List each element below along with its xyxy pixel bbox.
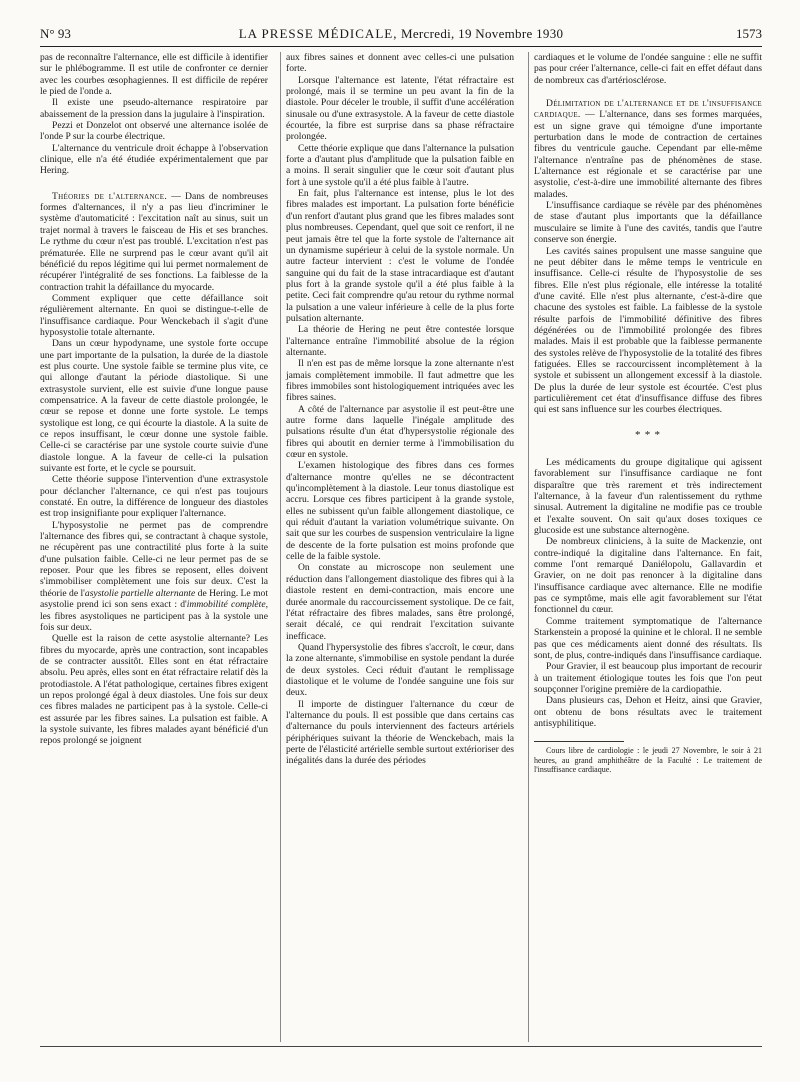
paragraph: A côté de l'alternance par asystolie il est peut-être une autre forme dans laquelle l'inégale amplitude des pulsations résulte d'un état d'hypersystolie régionale des fibres qui aboutit en dernier terme à l'immobilisation du cœur en systole.	[286, 403, 514, 461]
issue-date: Mercredi, 19 Novembre 1930	[397, 26, 564, 41]
paragraph: L'examen histologique des fibres dans ces formes d'alternance montre qu'elles ne se décontractent qu'incomplètement à la diastole. Leur tonus diastolique est accru. Lorsque ces fibres participent à la grande systole, elles ne subissent qu'un faible allongement diastolique, ce qui réduit d'autant la variation volumétrique suivante. On sait que sur les courbes de suspension ventriculaire la ligne de descente de la forte pulsation est moins profonde que celle de la faible systole.	[286, 460, 514, 563]
section-heading: Théories de l'alternance.	[52, 190, 168, 202]
column-divider	[280, 52, 281, 1042]
page-header	[40, 24, 762, 44]
paragraph: Quand l'hypersystolie des fibres s'accroît, le cœur, dans la zone alternante, s'immobilise en systole pendant la durée de deux systoles. Ceci réduit d'autant le remplissage diastolique et le volume de l'ondée sanguine une fois sur deux.	[286, 641, 514, 699]
footer-rule	[40, 1046, 762, 1047]
section-text: — L'alternance, dans ses formes marquées, est un signe grave qui témoigne d'une importante perturbation dans le mode de contraction de certaines fibres du ventricule gauche. Cependant par elle-même l'alternance n'entraîne pas de phénomènes de stase. L'alternance est régionale et se caractérise par une asystolie, c'est-à-dire une immobilité alternante des fibres malades.	[534, 109, 762, 200]
paragraph: Pour Gravier, il est beaucoup plus important de recourir à un traitement étiologique toutes les fois que l'on peut soupçonner l'origine première de la cardiopathie.	[534, 661, 762, 695]
journal-title	[40, 24, 762, 44]
column-3	[534, 52, 762, 775]
section-heading: Délimitation de l'alternance et de l'insuffisance cardiaque.	[534, 98, 762, 121]
paragraph: Comment expliquer que cette défaillance soit régulièrement alternante. En quoi se distingue-t-elle de l'insuffisance cardiaque. Pour Wenckebach il s'agit d'une hyposystolie totale alternante.	[40, 292, 268, 338]
journal-name: LA PRESSE MÉDICALE,	[238, 26, 398, 41]
text-run: , les fibres asystoliques ne participent pas à la systole une fois sur deux.	[40, 599, 268, 633]
paragraph: Lorsque l'alternance est latente, l'état réfractaire est prolongé, mais il se termine un peu avant la fin de la diastole. Pour déceler le trouble, il suffit d'une accélération sinusale ou d'une extrasystole. A la faveur de cette diastole écourtée, la fibre est surprise dans sa phase réfractaire prolongée.	[286, 74, 514, 143]
text-run: L'hyposystolie ne permet pas de comprendre l'alternance des fibres qui, se contractant à chaque systole, ne récupèrent pas une contractilité plus forte à la suite d'une pulsation faible. Celle-ci ne leur permet pas de se reposer. Pour que les fibres se reposent, elles doivent s'immobiliser complètement une fois sur deux. C'est la théorie de l'	[40, 519, 268, 599]
paragraph: Les cavités saines propulsent une masse sanguine que ne peut débiter dans le même temps le ventricule en insuffisance. Celle-ci résulte de l'hyposystolie de ses fibres. Elle n'est plus régionale, elle intéresse la totalité d'une cavité. Elle n'est plus alternante, c'est-à-dire que chacune des systoles est faible. La faiblesse de la systole résulte parfois de l'immobilité définitive des fibres dégénérées ou de l'immobilité prolongée des fibres malades. Mais il est probable que la faiblesse permanente des systoles relève de l'hyposystolie de la totalité des fibres fatiguées. Elles se raccourcissent incomplètement à la systole et subissent un allongement excessif à la diastole. De plus la durée de leur systole est écourtée. C'est plus particulièrement cet état d'insuffisance diffuse des fibres qui est sans influence sur les courbes électriques.	[534, 245, 762, 416]
paragraph: Comme traitement symptomatique de l'alternance Starkenstein a proposé la quinine et le chloral. Il ne semble pas que ces médicaments aient donné des résultats. Ils sont, de plus, contre-indiqués dans l'insuffisance cardiaque.	[534, 615, 762, 661]
paragraph: De nombreux cliniciens, à la suite de Mackenzie, ont contre-indiqué la digitaline dans l'alternance. En fait, comme l'ont remarqué Daniélopolu, Gallavardin et Gravier, on ne doit pas renoncer à la digitaline dans l'insuffisance cardiaque avec alternance. Elle ne modifie pas ce symptôme, mais elle agit favorablement sur l'état fonctionnel du cœur.	[534, 536, 762, 616]
section-delimitation	[534, 98, 762, 200]
text-run: de Hering. Le mot asystolie prend ici son sens exact : d'	[40, 587, 268, 611]
paragraph: aux fibres saines et donnent avec celles-ci une pulsation forte.	[286, 52, 514, 75]
paragraph: pas de reconnaître l'alternance, elle est difficile à identifier sur le phlébogramme. Il est utile de confronter ce dernier avec les courbes œsophagiennes. Il est difficile de repérer le pied de l'onde a.	[40, 52, 268, 98]
paragraph-hering	[40, 520, 268, 633]
column-2	[286, 52, 514, 767]
paragraph: La théorie de Hering ne peut être contestée lorsque l'alternance entraîne l'immobilité absolue de la région alternante.	[286, 324, 514, 358]
column-1	[40, 52, 268, 747]
asterism-separator: * * *	[635, 428, 661, 441]
paragraph: Les médicaments du groupe digitalique qui agissent favorablement sur l'insuffisance cardiaque ne font disparaître que très rarement et très indirectement l'alternance, à la faveur d'un ralentissement du rythme sinusal. Autrement la digitaline ne modifie pas ce trouble et l'exalte souvent. On sait qu'aux doses toxiques ce glucoside est une substance alternogène.	[534, 457, 762, 537]
paragraph: cardiaques et le volume de l'ondée sanguine : elle ne suffit pas pour créer l'alternance, celle-ci fait en effet défaut dans de nombreux cas d'artériosclérose.	[534, 52, 762, 86]
column-divider	[528, 52, 529, 1042]
paragraph: En fait, plus l'alternance est intense, plus le lot des fibres malades est important. La pulsation forte bénéficie d'un renfort d'autant plus grand que les fibres malades sont plus nombreuses. Cependant, quel que soit ce renfort, il ne peut jamais être tel que la forte systole de l'alternance ait un dynamisme supérieur à celui de la systole normale. Un autre facteur intervient : c'est le volume de l'ondée sanguine qui du fait de la stase intracardiaque est d'autant plus fort à la grande systole qu'il a été plus faible à la petite. Ceci fait comprendre qu'au retour du rythme normal la pulsation a une valeur inférieure à celle de la plus forte pulsation alternante.	[286, 188, 514, 324]
paragraph: Dans plusieurs cas, Dehon et Heitz, ainsi que Gravier, ont obtenu de bons résultats avec le traitement antisyphilitique.	[534, 695, 762, 729]
paragraph: Cette théorie suppose l'intervention d'une extrasystole pour déclancher l'alternance, ce qui n'est pas toujours constaté. En outre, la différence de longueur des diastoles est trop insignifiante pour expliquer l'alternance.	[40, 474, 268, 520]
paragraph: On constate au microscope non seulement une réduction dans l'allongement diastolique des fibres qui à la diastole restent en demi-contraction, mais encore une durée anormale du raccourcissement systolique. De ce fait, l'état réfractaire des fibres malades, sans être prolongé, serait décalé, ce qui rendrait l'excitation suivante inefficace.	[286, 562, 514, 642]
paragraph: Pezzi et Donzelot ont observé une alternance isolée de l'onde P sur la courbe électrique.	[40, 120, 268, 143]
italic-term: asystolie partielle alternante	[84, 587, 196, 599]
section-theories	[40, 191, 268, 293]
paragraph: Il existe une pseudo-alternance respiratoire par abaissement de la pression dans la jugulaire à l'inspiration.	[40, 97, 268, 120]
paragraph: Cette théorie explique que dans l'alternance la pulsation forte a d'autant plus d'amplitude que la pulsation faible en a moins. Il serait singulier que le cœur soit d'autant plus fort à une systole qu'il a été plus faible à l'autre.	[286, 142, 514, 188]
italic-term: immobilité complète	[186, 599, 266, 611]
paragraph: Il importe de distinguer l'alternance du cœur de l'alternance du pouls. Il est possible que dans certains cas d'alternance du pouls interviennent des facteurs artériels périphériques suivant la théorie de Wenckebach, mais la perte de l'élasticité artérielle semble surtout extérioriser des inégalités dans la durée des périodes	[286, 698, 514, 767]
page-number: 1573	[736, 26, 762, 41]
footnote-rule	[534, 741, 624, 742]
paragraph: L'alternance du ventricule droit échappe à l'observation clinique, elle n'a été étudiée expérimentalement que par Hering.	[40, 142, 268, 177]
paragraph: Quelle est la raison de cette asystolie alternante? Les fibres du myocarde, après une contraction, sont incapables de se contracter aussitôt. Elles sont en état réfractaire absolu. Peu après, elles sont en état réfractaire relatif dès la protodiastole. A l'état pathologique, certaines fibres exigent un repos prolongé égal à deux diastoles. Une fois sur deux ces fibres malades ne participent pas à la systole. Celle-ci est assurée par les fibres saines. La pulsation est faible. A la systole suivante, les fibres malades ayant bénéficié d'un repos prolongé se joignent	[40, 633, 268, 747]
paragraph: Dans un cœur hypodyname, une systole forte occupe une part importante de la pulsation, la durée de la diastole est plus courte. Une systole faible se termine plus vite, ce qui allonge d'autant la période diastolique. Si une extrasystole survient, elle est suivie d'une longue pause compensatrice. A la faveur de cette diastole prolongée, le cœur se repose et donne une forte systole. Le temps systolique est long, ce qui écourte la diastole. A la suite de ce repos insuffisant, le cœur donne une systole faible. Celle-ci se caractérise par une systole courte suivie d'une diastole longue. A la faveur de celle-ci la pulsation suivante est forte, et le cycle se poursuit.	[40, 338, 268, 475]
paragraph: Il n'en est pas de même lorsque la zone alternante n'est jamais complètement immobile. Il faut admettre que les fibres immobiles sont histologiquement intriquées avec les fibres saines.	[286, 358, 514, 404]
issue-number: N° 93	[40, 26, 71, 41]
paragraph: L'insuffisance cardiaque se révèle par des phénomènes de stase d'autant plus importants que la défaillance musculaire se limite à l'une des cavités, tandis que l'autre conserve son énergie.	[534, 200, 762, 246]
section-text: — Dans de nombreuses formes d'alternances, il n'y a pas lieu d'incriminer le système d'automaticité : l'excitation naît au sinus, suit un trajet normal à travers le faisceau de His et ses branches. Le rythme du cœur n'est pas troublé. L'excitation n'est pas prématurée. Elle ne surprend pas le cœur avant qu'il ait bénéficié du repos légitime qui lui permet normalement de récupérer l'intégralité de ses fonctions. La faiblesse de la contraction trahit la défaillance du myocarde.	[40, 190, 268, 293]
footnote: Cours libre de cardiologie : le jeudi 27 Novembre, le soir à 21 heures, au grand amphithéâtre de la Faculté : Le traitement de l'insuffisance cardiaque.	[534, 746, 762, 775]
header-rule	[40, 46, 762, 47]
